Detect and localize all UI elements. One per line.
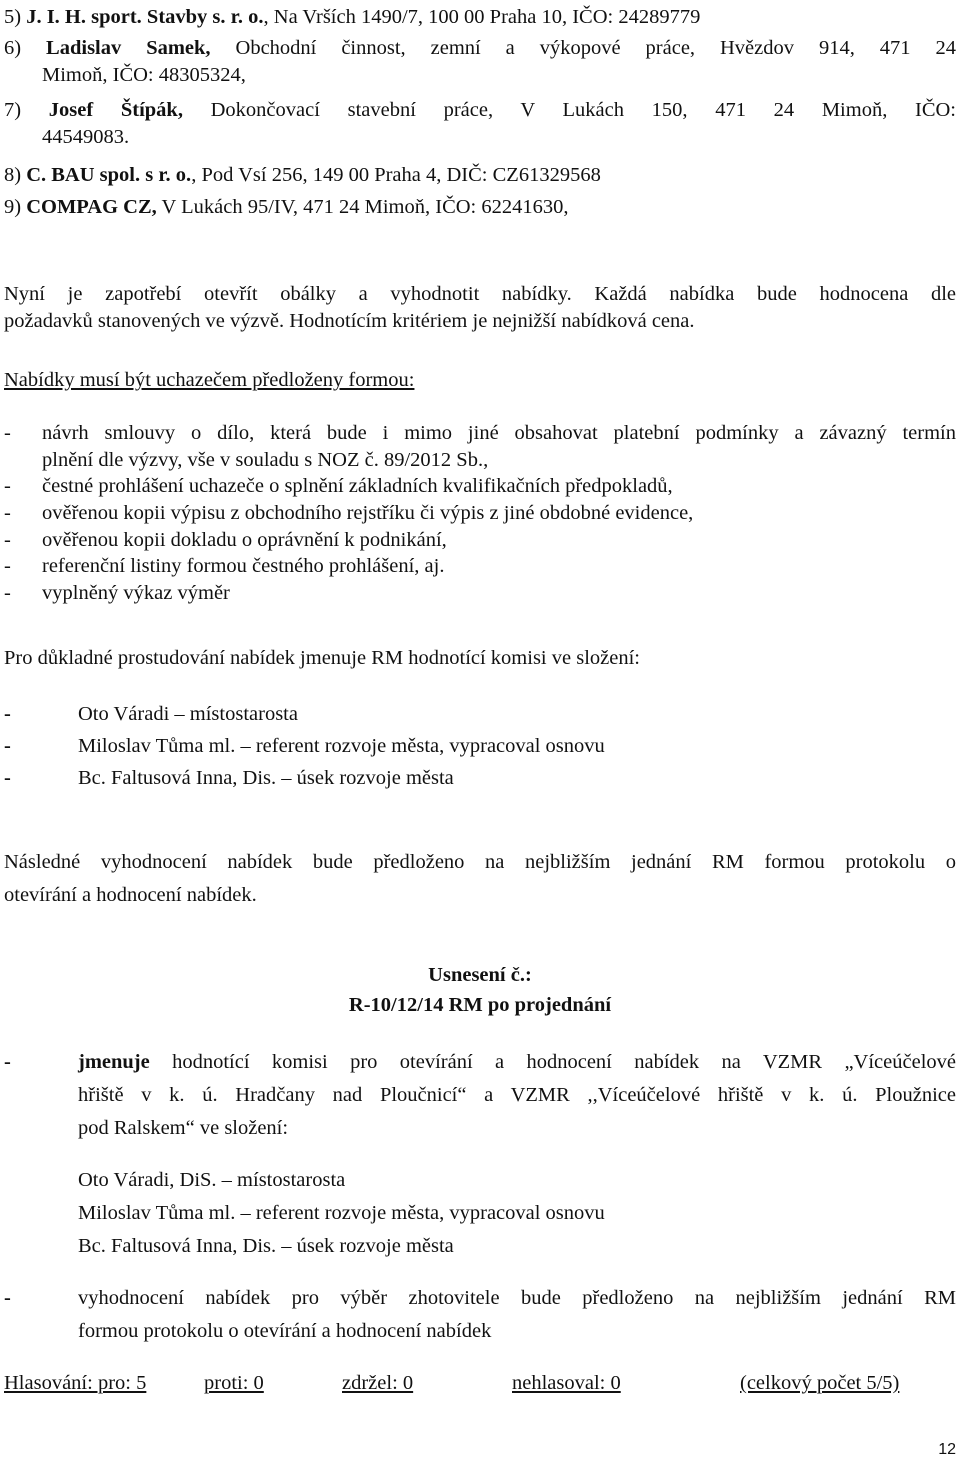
list-item: Oto Váradi, DiS. – místostarosta: [78, 1169, 346, 1191]
resolution-item: - jmenuje hodnotící komisi pro otevírání a hodnocení nabídek na VZMR „Víceúčelové hřiště v k. ú. Hradčany nad Ploučnicí“ a VZMR ,,Víceúčelové hřiště v k. ú. Ploužnice pod Ralskem“ ve složení:: [4, 1051, 956, 1139]
bidder-item: 5) J. I. H. sport. Stavby s. r. o., Na Vrších 1490/7, 100 00 Praha 10, IČO: 24289779: [4, 6, 701, 28]
resolution-item: - vyhodnocení nabídek pro výběr zhotovitele bude předloženo na nejbližším jednání RM formou protokolu o otevírání a hodnocení nabídek: [4, 1287, 956, 1342]
vote-total: (celkový počet 5/5): [740, 1372, 900, 1394]
intro-paragraph: Nyní je zapotřebí otevřít obálky a vyhodnotit nabídky. Každá nabídka bude hodnocena dle požadavků stanovených ve výzvě. Hodnotícím kritériem je nejnižší nabídková cena.: [4, 283, 956, 332]
list-item: - vyplněný výkaz výměr: [4, 581, 230, 604]
list-item: - Oto Váradi – místostarosta: [4, 703, 298, 725]
bidder-list: [4, 4, 956, 31]
vote-abstain: zdržel: 0: [342, 1372, 414, 1394]
resolution-title: Usnesení č.:: [428, 964, 532, 986]
followup-paragraph: Následné vyhodnocení nabídek bude předloženo na nejbližším jednání RM formou protokolu o otevírání a hodnocení nabídek.: [4, 851, 956, 906]
list-item: - referenční listiny formou čestného prohlášení, aj.: [4, 555, 445, 578]
requirements-list: [4, 420, 956, 606]
bidder-item: 9) COMPAG CZ, V Lukách 95/IV, 471 24 Mimoň, IČO: 62241630,: [4, 196, 569, 218]
bidder-item: 6) Ladislav Samek, Obchodní činnost, zemní a výkopové práce, Hvězdov 914, 471 24 Mimoň, IČO: 48305324,: [4, 37, 957, 86]
list-item: - návrh smlouvy o dílo, která bude i mimo jiné obsahovat platební podmínky a závazný termín plnění dle výzvy, vše v souladu s NOZ č. 89/2012 Sb.,: [4, 422, 956, 471]
vote-for: Hlasování: pro: 5: [4, 1372, 147, 1394]
list-item: - Miloslav Tůma ml. – referent rozvoje města, vypracoval osnovu: [4, 735, 605, 757]
bidder-item: 8) C. BAU spol. s r. o., Pod Vsí 256, 149 00 Praha 4, DIČ: CZ61329568: [4, 164, 601, 186]
list-item: - čestné prohlášení uchazeče o splnění základních kvalifikačních předpokladů,: [4, 475, 673, 498]
resolution-number: R-10/12/14 RM po projednání: [348, 994, 612, 1016]
list-item: Bc. Faltusová Inna, Dis. – úsek rozvoje města: [78, 1235, 454, 1257]
list-item: Miloslav Tůma ml. – referent rozvoje města, vypracoval osnovu: [78, 1202, 605, 1224]
page-number: 12: [938, 1441, 956, 1458]
bidder-item: 7) Josef Štípák, Dokončovací stavební práce, V Lukách 150, 471 24 Mimoň, IČO: 44549083.: [4, 99, 957, 148]
committee-intro: Pro důkladné prostudování nabídek jmenuje RM hodnotící komisi ve složení:: [4, 647, 640, 669]
resolution-members: [4, 1164, 956, 1263]
list-item: - ověřenou kopii výpisu z obchodního rejstříku či výpis z jiné obdobné evidence,: [4, 501, 694, 524]
list-item: - Bc. Faltusová Inna, Dis. – úsek rozvoje města: [4, 767, 454, 789]
vote-not-voted: nehlasoval: 0: [512, 1372, 621, 1394]
vote-against: proti: 0: [204, 1372, 264, 1394]
vote-line: [4, 1370, 956, 1397]
committee-list: [4, 698, 956, 794]
requirements-heading: Nabídky musí být uchazečem předloženy formou:: [4, 369, 415, 391]
resolution-heading: [4, 960, 956, 1020]
list-item: - ověřenou kopii dokladu o oprávnění k podnikání,: [4, 528, 447, 551]
